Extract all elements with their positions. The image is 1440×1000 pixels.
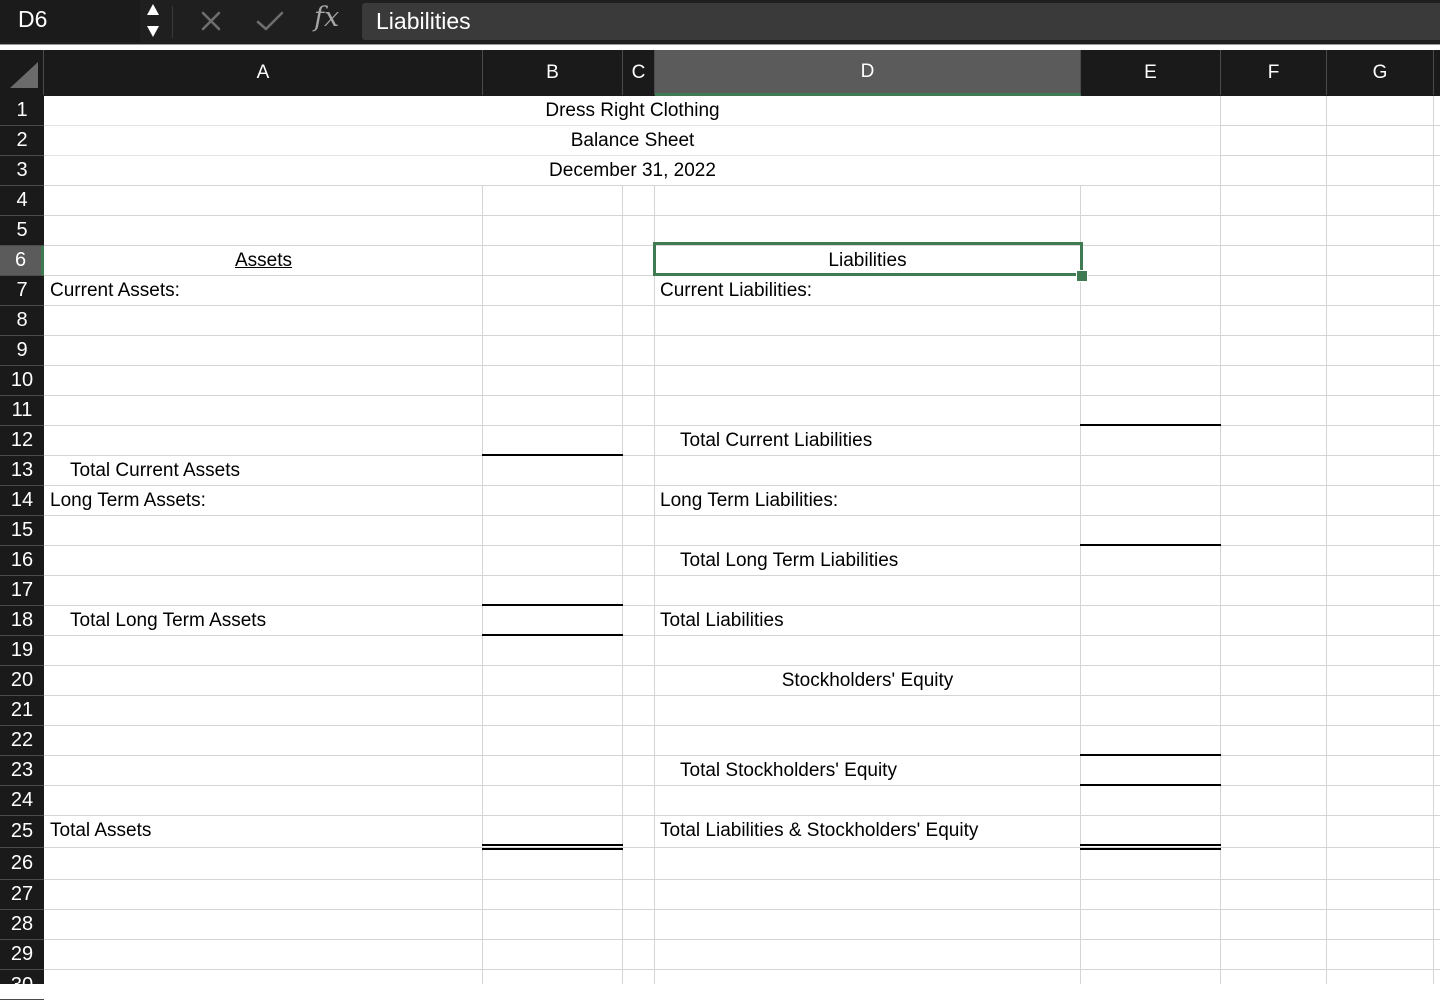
name-box-up-arrow-icon[interactable] [146,3,160,19]
column-header-a[interactable]: A [44,50,483,95]
gridline-horizontal [44,335,1440,336]
gridline-vertical [1080,96,1081,984]
row-header-28[interactable]: 28 [0,910,44,940]
row-header-21[interactable]: 21 [0,696,44,726]
border-e11-bottom [1080,424,1221,426]
row-header-29[interactable]: 29 [0,940,44,970]
gridline-vertical [1220,96,1221,984]
column-header-f[interactable]: F [1221,50,1327,95]
row-header-11[interactable]: 11 [0,396,44,426]
border-e25-double-bottom [1080,848,1221,850]
row-header-8[interactable]: 8 [0,306,44,336]
fill-handle[interactable] [1076,270,1088,282]
gridline-horizontal [44,879,1440,880]
row-header-12[interactable]: 12 [0,426,44,456]
row-header-7[interactable]: 7 [0,276,44,306]
row-header-5[interactable]: 5 [0,216,44,246]
formula-bar [0,0,1440,44]
row-header-16[interactable]: 16 [0,546,44,576]
cell-d14[interactable]: Long Term Liabilities: [660,490,839,511]
border-b18-bottom [482,634,623,636]
name-box[interactable] [0,0,140,42]
cell-a25[interactable]: Total Assets [50,820,152,841]
row-header-1[interactable]: 1 [0,96,44,126]
row-header-26[interactable]: 26 [0,848,44,880]
gridline-vertical [654,96,655,984]
cell-d25[interactable]: Total Liabilities & Stockholders' Equity [660,820,979,841]
gridline-horizontal [44,847,1440,848]
row-header-14[interactable]: 14 [0,486,44,516]
border-b25-double-top [482,844,623,846]
border-b17-bottom [482,604,623,606]
row-header-3[interactable]: 3 [0,156,44,186]
formula-bar-divider [172,6,173,38]
row-header-22[interactable]: 22 [0,726,44,756]
cell-b1-company-name[interactable]: Dress Right Clothing [545,100,720,121]
gridline-vertical [482,96,483,984]
gridline-horizontal [44,939,1440,940]
cell-d23[interactable]: Total Stockholders' Equity [680,760,897,781]
column-header-e[interactable]: E [1081,50,1221,95]
cell-b3-report-date[interactable]: December 31, 2022 [549,160,716,181]
cell-a14[interactable]: Long Term Assets: [50,490,206,511]
check-icon[interactable] [254,4,286,38]
cell-a13[interactable]: Total Current Assets [70,460,241,481]
row-header-10[interactable]: 10 [0,366,44,396]
row-header-27[interactable]: 27 [0,880,44,910]
row-header-13[interactable]: 13 [0,456,44,486]
cell-a7[interactable]: Current Assets: [50,280,180,301]
border-e25-double-top [1080,844,1221,846]
cell-d6-liabilities-header[interactable]: Liabilities [828,250,907,271]
row-header-20[interactable]: 20 [0,666,44,696]
row-header-6[interactable]: 6 [0,246,44,276]
cell-d18[interactable]: Total Liabilities [660,610,784,631]
close-icon[interactable] [198,4,224,38]
row-header-25[interactable]: 25 [0,816,44,848]
assets-header-label: Assets [234,250,293,271]
border-e15-bottom [1080,544,1221,546]
border-e23-bottom [1080,784,1221,786]
formula-input[interactable] [362,3,1440,40]
column-header-c[interactable]: C [623,50,655,95]
row-header-23[interactable]: 23 [0,756,44,786]
gridline-horizontal [44,969,1440,970]
cell-d12[interactable]: Total Current Liabilities [680,430,873,451]
row-header-4[interactable]: 4 [0,186,44,216]
name-box-down-arrow-icon[interactable] [146,24,160,40]
row-header-9[interactable]: 9 [0,336,44,366]
gridline-horizontal [44,365,1440,366]
cell-b2-report-title[interactable]: Balance Sheet [570,130,695,151]
row-header-17[interactable]: 17 [0,576,44,606]
row-header-19[interactable]: 19 [0,636,44,666]
gridline-horizontal [44,395,1440,396]
cell-d16[interactable]: Total Long Term Liabilities [680,550,899,571]
select-all-corner[interactable] [0,50,44,95]
gridline-vertical [622,96,623,984]
cell-d7[interactable]: Current Liabilities: [660,280,813,301]
cell-a6-assets-header[interactable] [45,246,482,276]
column-header-g[interactable]: G [1327,50,1434,95]
gridline-horizontal [44,215,1440,216]
column-header-d[interactable]: D [655,50,1081,96]
border-b12-bottom [482,454,623,456]
gridline-vertical [1433,96,1434,984]
gridline-horizontal [44,909,1440,910]
formula-text: Liabilities [376,8,471,34]
row-header-18[interactable]: 18 [0,606,44,636]
cell-d20[interactable]: Stockholders' Equity [781,670,954,691]
border-b25-double-bottom [482,848,623,850]
fx-icon[interactable]: fx [314,2,340,33]
row-header-30[interactable]: 30 [0,970,44,1000]
border-e22-bottom [1080,754,1221,756]
column-header-b[interactable]: B [483,50,623,95]
cell-a18[interactable]: Total Long Term Assets [70,610,267,631]
row-header-24[interactable]: 24 [0,786,44,816]
gridline-horizontal [44,725,1440,726]
row-header-15[interactable]: 15 [0,516,44,546]
row-header-2[interactable]: 2 [0,126,44,156]
name-box-value: D6 [18,6,48,32]
gridline-vertical [1326,96,1327,984]
active-cell-selection[interactable] [653,242,1083,276]
